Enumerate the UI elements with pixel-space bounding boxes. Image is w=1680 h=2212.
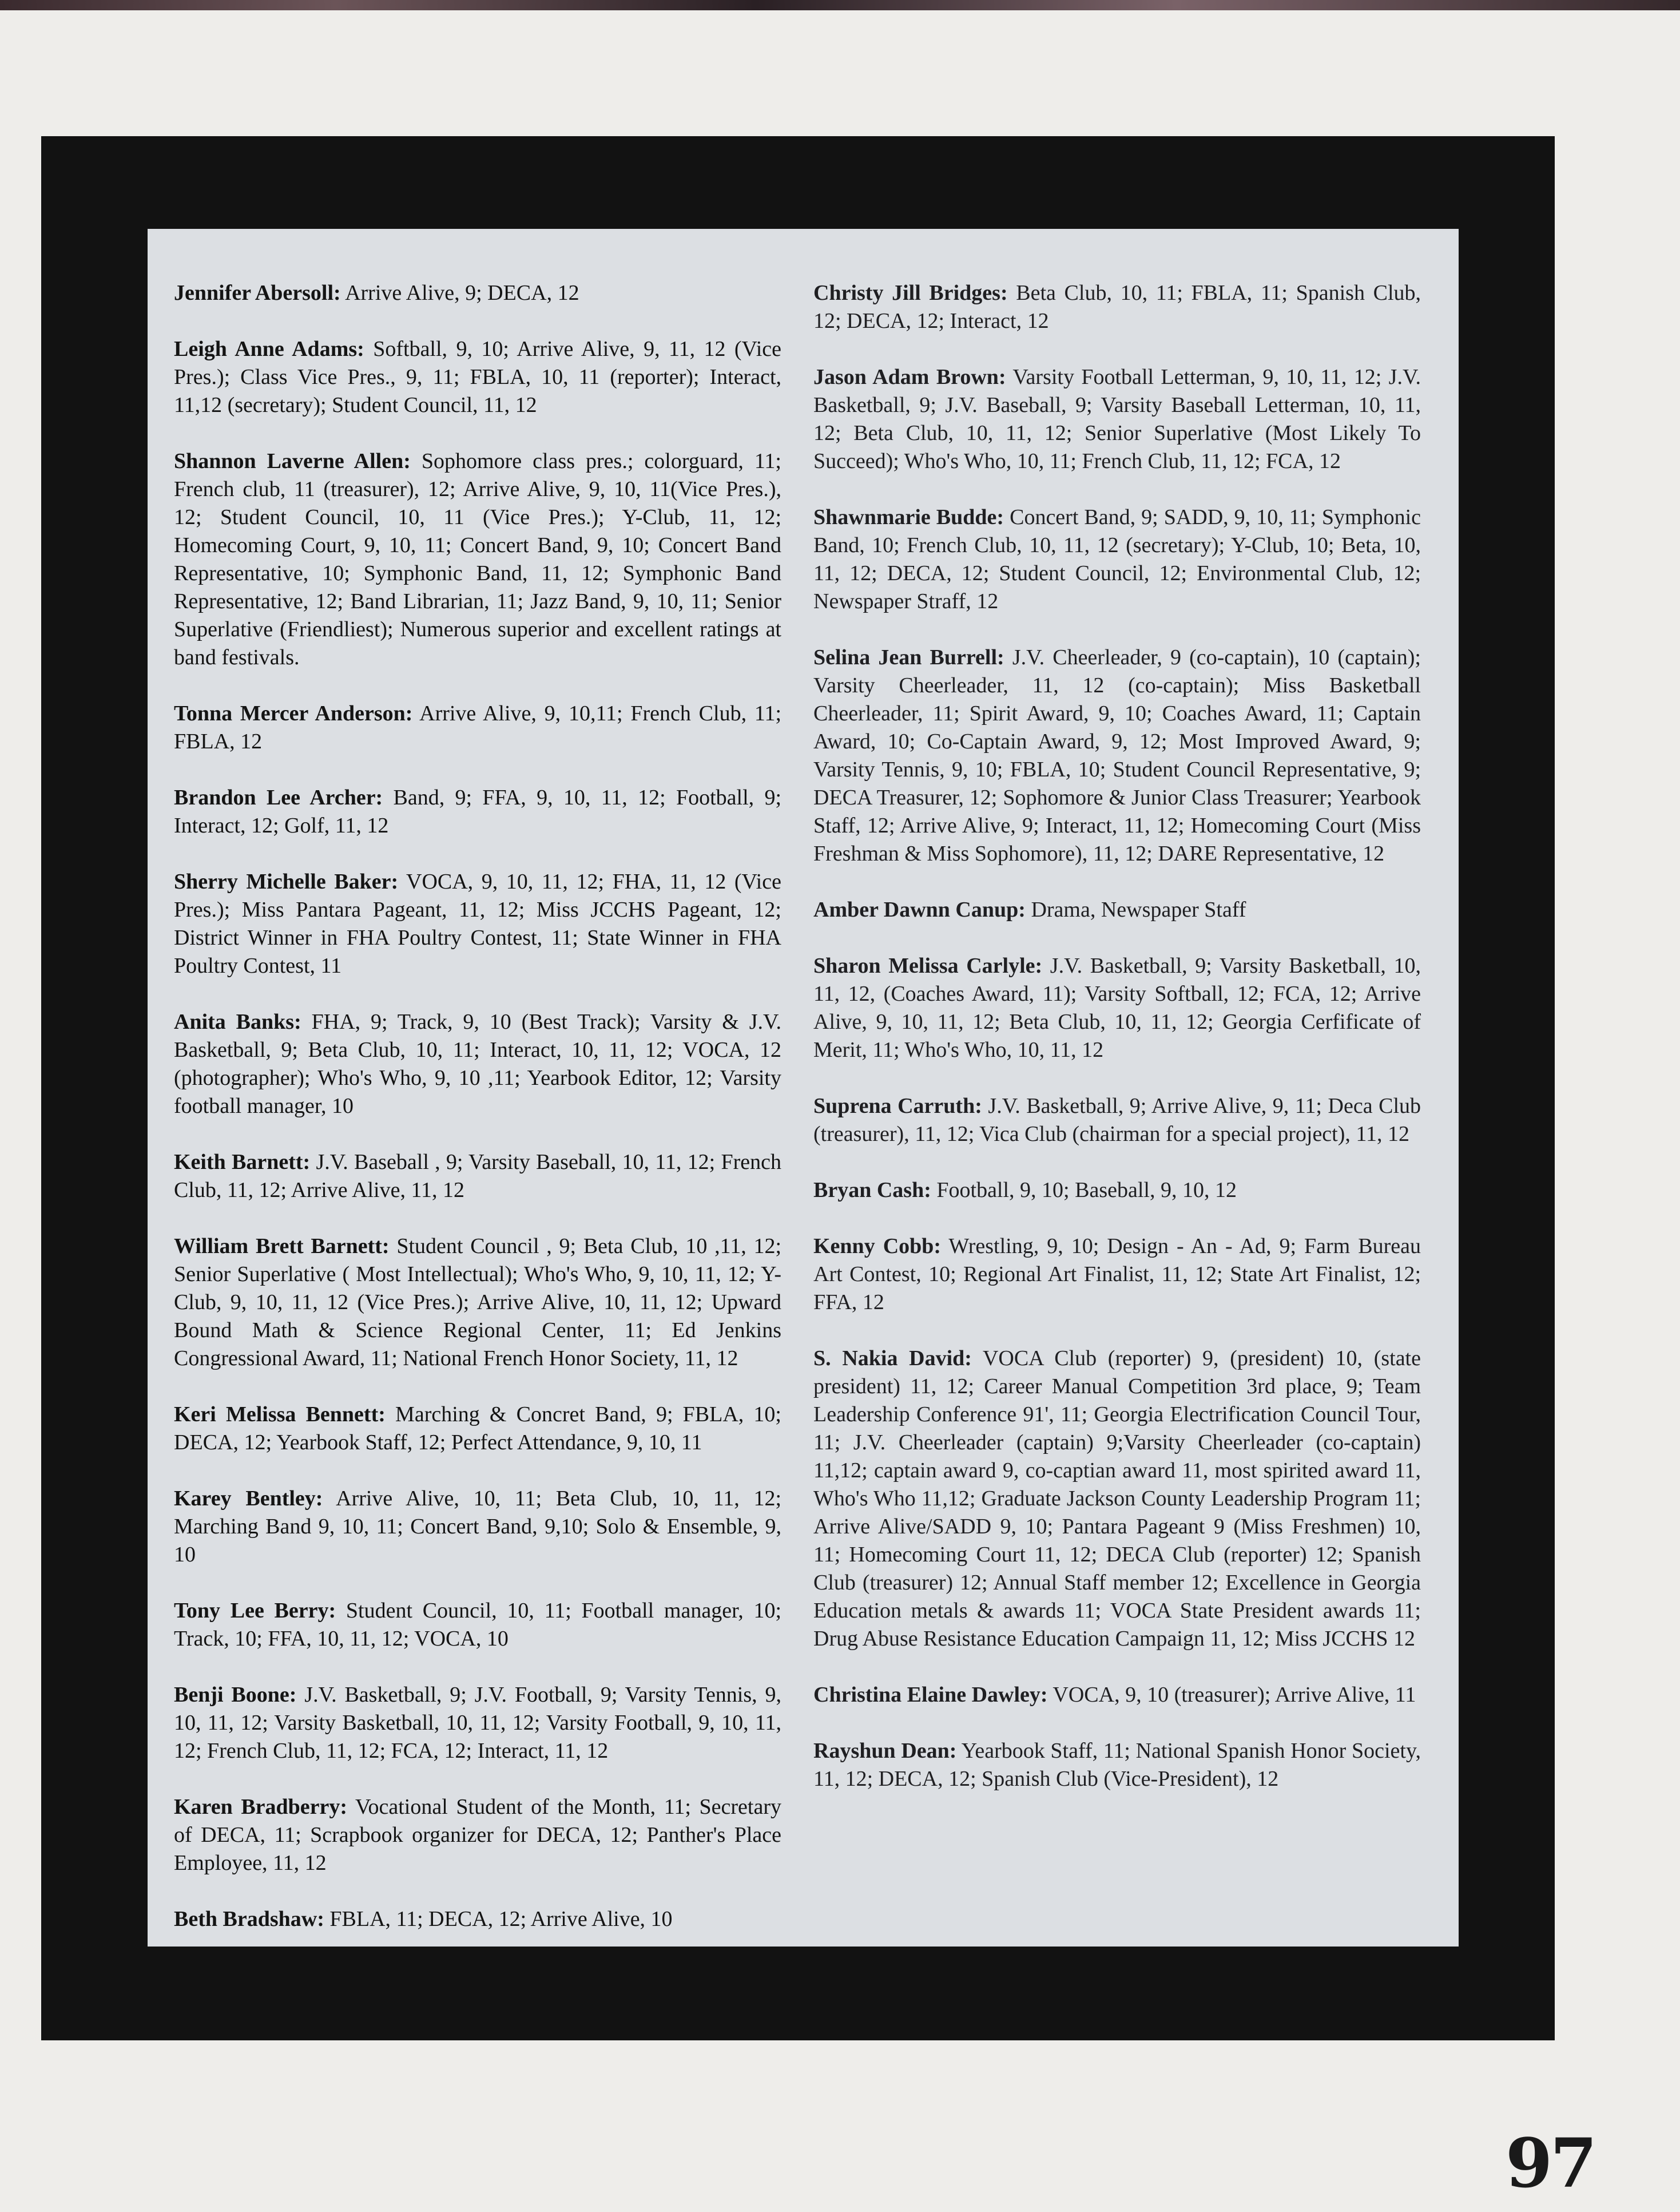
student-activities: Arrive Alive, 10, 11; Beta Club, 10, 11, 12; Marching Band 9, 10, 11; Concert Band, 9,10; Solo & Ensemble, 9, 10 [174, 1486, 782, 1567]
entry [174, 1148, 781, 1204]
entry [813, 279, 1421, 335]
student-name: Christina Elaine Dawley: [813, 1683, 1048, 1707]
student-activities: J.V. Basketball, 9; J.V. Football, 9; Varsity Tennis, 9, 10, 11, 12; Varsity Basketball, 10, 11, 12; Varsity Football, 9, 10, 11, 12; French Club, 11, 12; FCA, 12; Interact, 11, 12 [174, 1683, 782, 1763]
student-activities: J.V. Basketball, 9; Varsity Basketball, 10, 11, 12, (Coaches Award, 11); Varsity Softball, 12; FCA, 12; Arrive Alive, 9, 10, 11, 12; Beta Club, 10, 11, 12; Georgia Cerfificate of Merit, 11; Who's Who, 10, 11, 12 [813, 954, 1421, 1062]
student-activities: Football, 9, 10; Baseball, 9, 10, 12 [936, 1178, 1237, 1202]
student-activities: Varsity Football Letterman, 9, 10, 11, 12; J.V. Basketball, 9; J.V. Baseball, 9; Varsity Baseball Letterman, 10, 11, 12; Beta Club, 10, 11, 12; Senior Superlative (Most Likely To Succeed); Who's Who, 10, 11; French Club, 11, 12; FCA, 12 [813, 365, 1421, 473]
student-name: Beth Bradshaw: [174, 1907, 324, 1931]
student-name: Shawnmarie Budde: [813, 505, 1004, 529]
student-name: Christy Jill Bridges: [813, 281, 1008, 305]
student-activities: Wrestling, 9, 10; Design - An - Ad, 9; Farm Bureau Art Contest, 10; Regional Art Finalist, 11, 12; State Art Finalist, 12; FFA, 12 [813, 1234, 1421, 1314]
page-number: 97 [1506, 2123, 1595, 2203]
student-activities: Student Council, 10, 11; Football manager, 10; Track, 10; FFA, 10, 11, 12; VOCA, 10 [174, 1599, 782, 1651]
student-activities: Vocational Student of the Month, 11; Secretary of DECA, 11; Scrapbook organizer for DECA, 12; Panther's Place Employee, 11, 12 [174, 1795, 781, 1875]
entry [174, 1485, 781, 1569]
student-activities: VOCA, 9, 10 (treasurer); Arrive Alive, 11 [1053, 1683, 1416, 1707]
student-activities: J.V. Baseball , 9; Varsity Baseball, 10, 11, 12; French Club, 11, 12; Arrive Alive, 11, 12 [174, 1150, 781, 1202]
entry [174, 1232, 781, 1373]
student-name: Anita Banks: [174, 1010, 301, 1034]
student-name: Karey Bentley: [174, 1486, 323, 1511]
student-name: Brandon Lee Archer: [174, 786, 383, 810]
entry [174, 700, 781, 756]
student-name: Tony Lee Berry: [174, 1599, 336, 1623]
student-activities: Concert Band, 9; SADD, 9, 10, 11; Symphonic Band, 10; French Club, 10, 11, 12 (secretary); Y-Club, 10; Beta, 10, 11, 12; DECA, 12; Student Council, 12; Environmental Club, 12; Newspaper Straff, 12 [813, 505, 1421, 613]
entry [174, 1008, 781, 1120]
student-activities: Band, 9; FFA, 9, 10, 11, 12; Football, 9; Interact, 12; Golf, 11, 12 [174, 786, 782, 838]
entry [813, 1345, 1421, 1653]
student-name: Keri Melissa Bennett: [174, 1402, 386, 1426]
student-name: Keith Barnett: [174, 1150, 311, 1174]
entry [174, 279, 781, 307]
student-name: Amber Dawnn Canup: [813, 898, 1026, 922]
entry [174, 868, 781, 980]
entry [813, 644, 1421, 868]
entry [813, 363, 1421, 475]
student-activities: Student Council , 9; Beta Club, 10 ,11, 12; Senior Superlative ( Most Intellectual); Who's Who, 9, 10, 11, 12; Y-Club, 9, 10, 11, 12 (Vice Pres.); Arrive Alive, 10, 11, 12; Upward Bound Math & Science Regional Center, 11; Ed Jenkins Congressional Award, 11; National French Honor Society, 11, 12 [174, 1234, 782, 1370]
entry [813, 1681, 1421, 1709]
entry [174, 335, 781, 419]
entry [813, 1176, 1421, 1204]
student-activities: Marching & Concret Band, 9; FBLA, 10; DECA, 12; Yearbook Staff, 12; Perfect Attendance, 9, 10, 11 [174, 1402, 781, 1454]
entry [174, 784, 781, 840]
student-name: S. Nakia David: [813, 1346, 972, 1370]
entry [174, 1401, 781, 1457]
entry [813, 504, 1421, 616]
page-top-edge [0, 0, 1680, 10]
student-name: Sherry Michelle Baker: [174, 870, 399, 894]
student-activities: J.V. Cheerleader, 9 (co-captain), 10 (captain); Varsity Cheerleader, 11, 12 (co-captain); Miss Basketball Cheerleader, 11; Spirit Award, 9, 10; Coaches Award, 11; Captain Award, 10; Co-Captain Award, 9, 12; Most Improved Award, 9; Varsity Tennis, 9, 10; FBLA, 10; Student Council Representative, 9; DECA Treasurer, 12; Sophomore & Junior Class Treasurer; Yearbook Staff, 12; Arrive Alive, 9; Interact, 11, 12; Homecoming Court (Miss Freshman & Miss Sophomore), 11, 12; DARE Representative, 12 [813, 645, 1421, 866]
entry [813, 952, 1421, 1064]
student-name: Jason Adam Brown: [813, 365, 1006, 389]
right-column [813, 279, 1421, 1821]
student-name: Karen Bradberry: [174, 1795, 348, 1819]
left-column [174, 279, 781, 1961]
entry [813, 1232, 1421, 1317]
senior-activities-panel [148, 229, 1459, 1947]
entry [174, 1597, 781, 1653]
student-activities: VOCA, 9, 10, 11, 12; FHA, 11, 12 (Vice Pres.); Miss Pantara Pageant, 11, 12; Miss JCCHS Pageant, 12; District Winner in FHA Poultry Contest, 11; State Winner in FHA Poultry Contest, 11 [174, 870, 781, 978]
student-name: Tonna Mercer Anderson: [174, 701, 413, 726]
entry [174, 1793, 781, 1877]
student-activities: Softball, 9, 10; Arrive Alive, 9, 11, 12 (Vice Pres.); Class Vice Pres., 9, 11; FBLA, 10, 11 (reporter); Interact, 11,12 (secretary); Student Council, 11, 12 [174, 337, 782, 417]
entry [813, 896, 1421, 924]
student-name: Jennifer Abersoll: [174, 281, 341, 305]
entry [174, 1905, 781, 1933]
student-name: Suprena Carruth: [813, 1094, 982, 1118]
student-activities: FHA, 9; Track, 9, 10 (Best Track); Varsity & J.V. Basketball, 9; Beta Club, 10, 11; Interact, 10, 11, 12; VOCA, 12 (photographer); Who's Who, 9, 10 ,11; Yearbook Editor, 12; Varsity football manager, 10 [174, 1010, 782, 1118]
student-name: Bryan Cash: [813, 1178, 931, 1202]
student-name: Kenny Cobb: [813, 1234, 942, 1258]
entry [174, 1681, 781, 1765]
student-name: Shannon Laverne Allen: [174, 449, 411, 473]
student-activities: VOCA Club (reporter) 9, (president) 10, (state president) 11, 12; Career Manual Competition 3rd place, 9; Team Leadership Conference 91', 11; Georgia Electrification Council Tour, 11; J.V. Cheerleader (captain) 9;Varsity Cheerleader (co-captain) 11,12; captain award 9, co-captian award 11, most spirited award 11, Who's Who 11,12; Graduate Jackson County Leadership Program 11; Arrive Alive/SADD 9, 10; Pantara Pageant 9 (Miss Freshmen) 10, 11; Homecoming Court 11, 12; DECA Club (reporter) 12; Spanish Club (treasurer) 12; Annual Staff member 12; Excellence in Georgia Education metals & awards 11; VOCA State President awards 11; Drug Abuse Resistance Education Campaign 11, 12; Miss JCCHS 12 [813, 1346, 1421, 1651]
student-activities: Arrive Alive, 9, 10,11; French Club, 11; FBLA, 12 [174, 701, 782, 754]
student-activities: Drama, Newspaper Staff [1031, 898, 1246, 922]
student-name: Benji Boone: [174, 1683, 297, 1707]
student-activities: FBLA, 11; DECA, 12; Arrive Alive, 10 [329, 1907, 673, 1931]
student-name: William Brett Barnett: [174, 1234, 390, 1258]
entry [813, 1092, 1421, 1148]
student-activities: J.V. Basketball, 9; Arrive Alive, 9, 11; Deca Club (treasurer), 11, 12; Vica Club (chairman for a special project), 11, 12 [813, 1094, 1421, 1146]
student-name: Sharon Melissa Carlyle: [813, 954, 1043, 978]
student-activities: Beta Club, 10, 11; FBLA, 11; Spanish Club, 12; DECA, 12; Interact, 12 [813, 281, 1421, 333]
student-name: Leigh Anne Adams: [174, 337, 364, 361]
entry [813, 1737, 1421, 1793]
student-name: Rayshun Dean: [813, 1739, 957, 1763]
entry [174, 447, 781, 672]
student-activities: Arrive Alive, 9; DECA, 12 [345, 281, 579, 305]
student-activities: Sophomore class pres.; colorguard, 11; French club, 11 (treasurer), 12; Arrive Alive, 9, 10, 11(Vice Pres.), 12; Student Council, 10, 11 (Vice Pres.); Y-Club, 11, 12; Homecoming Court, 9, 10, 11; Concert Band, 9, 10; Concert Band Representative, 10; Symphonic Band, 11, 12; Symphonic Band Representative, 12; Band Librarian, 11; Jazz Band, 9, 10, 11; Senior Superlative (Friendliest); Numerous superior and excellent ratings at band festivals. [174, 449, 781, 669]
student-activities: Yearbook Staff, 11; National Spanish Honor Society, 11, 12; DECA, 12; Spanish Club (Vice-President), 12 [813, 1739, 1421, 1791]
student-name: Selina Jean Burrell: [813, 645, 1004, 669]
